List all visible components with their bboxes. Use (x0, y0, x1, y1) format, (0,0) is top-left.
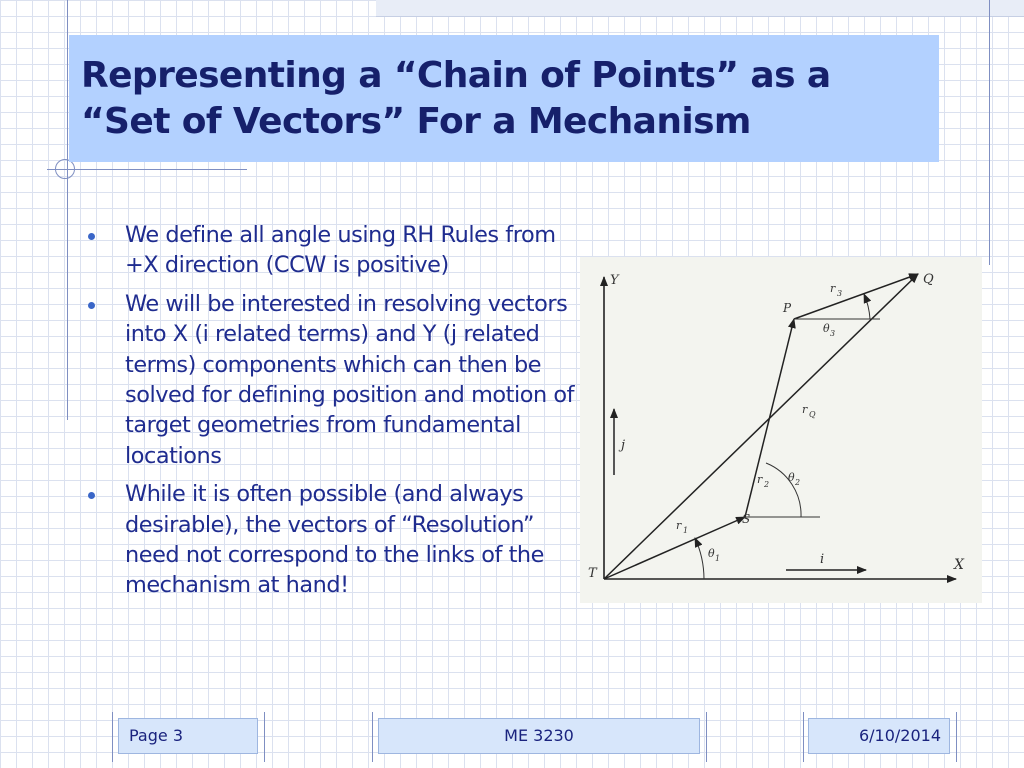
bullet-text: We define all angle using RH Rules from +X direction (CCW is positive) (125, 222, 556, 279)
title-box (69, 35, 939, 162)
theta3-label: θ (823, 322, 830, 335)
footer-course-box (378, 718, 700, 754)
slide-title: Representing a “Chain of Points” as a “Set of Vectors” For a Mechanism (81, 55, 831, 142)
bullet-item (88, 289, 578, 471)
unit-j-label: j (621, 438, 626, 453)
footer-date: 6/10/2014 (858, 726, 941, 745)
decor-vline-left (67, 0, 68, 420)
theta2-subscript: 2 (795, 478, 801, 487)
bullet-item (88, 479, 578, 601)
footer-course: ME 3230 (504, 726, 574, 745)
r3-subscript: 3 (837, 289, 843, 298)
bullet-list (88, 220, 578, 609)
theta2-label: θ (788, 471, 795, 484)
footer-decor-vline (803, 712, 804, 762)
vector-r3 (794, 274, 918, 319)
r2-subscript: 2 (764, 480, 770, 489)
footer-decor-vline (264, 712, 265, 762)
x-axis-label: X (954, 557, 964, 573)
point-q-label: Q (923, 272, 934, 287)
top-decor-band (376, 0, 1024, 17)
footer-decor-vline (956, 712, 957, 762)
angle-arc-theta1 (695, 538, 704, 579)
bullet-dot-icon (88, 492, 95, 499)
vector-r1 (604, 517, 745, 579)
footer-date-box (808, 718, 950, 754)
angle-arc-theta3 (864, 294, 870, 319)
theta3-subscript: 3 (830, 329, 836, 338)
vector-rq (604, 274, 918, 579)
r3-label: r (830, 282, 836, 295)
r1-subscript: 1 (683, 526, 689, 535)
unit-i-label: i (820, 552, 825, 567)
decor-vline-right (989, 0, 990, 265)
point-p-label: P (783, 301, 792, 315)
footer-decor-vline (706, 712, 707, 762)
decor-circle (55, 159, 75, 179)
bullet-text: While it is often possible (and always desirable), the vectors of “Resolution” need not correspond to the links of the mechanism at hand! (125, 481, 545, 599)
footer-decor-vline (112, 712, 113, 762)
bullet-dot-icon (88, 233, 95, 240)
footer-page-box (118, 718, 258, 754)
y-axis-label: Y (610, 273, 619, 288)
point-t-label: T (588, 566, 597, 581)
bullet-text: We will be interested in resolving vectors into X (i related terms) and Y (j related terms) components which can then be solved for defining position and motion of target geometries from fundamental locations (125, 290, 575, 469)
point-s-label: S (742, 512, 751, 526)
rq-subscript: Q (809, 410, 816, 419)
footer-decor-vline (372, 712, 373, 762)
bullet-dot-icon (88, 302, 95, 309)
footer-page-number: Page 3 (129, 726, 183, 745)
bullet-item (88, 220, 578, 281)
rq-label: r (802, 403, 808, 416)
theta1-subscript: 1 (715, 554, 721, 563)
vector-diagram-svg (580, 257, 982, 603)
theta1-label: θ (708, 547, 715, 560)
angle-arc-theta2 (766, 463, 801, 517)
mechanism-vector-diagram (580, 257, 982, 603)
r2-label: r (757, 473, 763, 486)
r1-label: r (676, 519, 682, 532)
decor-hline (47, 169, 247, 170)
